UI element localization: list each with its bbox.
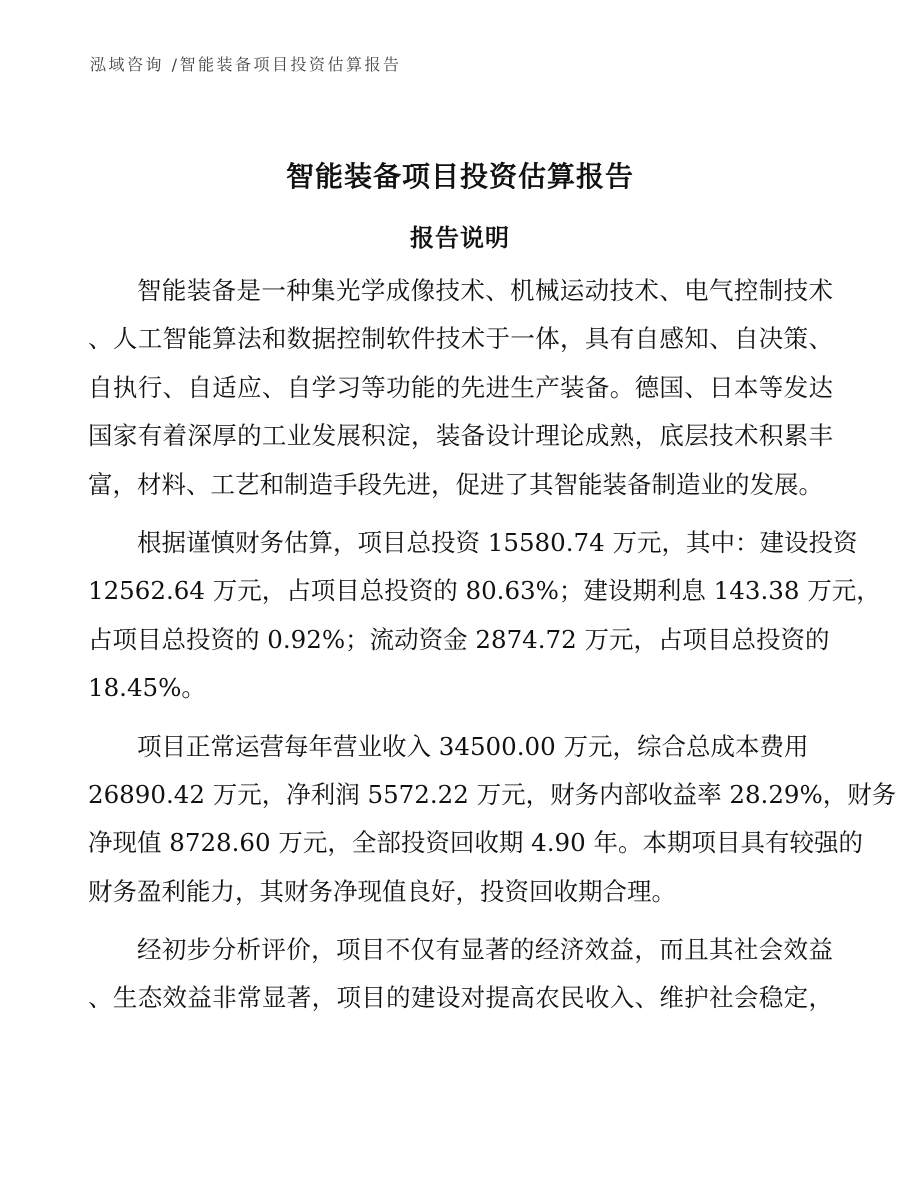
paragraph-spacer xyxy=(88,916,833,926)
text-line: 、人工智能算法和数据控制软件技术于一体，具有自感知、自决策、 xyxy=(88,324,833,354)
text-line: 国家有着深厚的工业发展积淀，装备设计理论成熟，底层技术积累丰 xyxy=(88,421,833,451)
paragraph-intro xyxy=(88,267,833,509)
paragraph-evaluation xyxy=(88,926,833,1023)
text-line: 净现值 8728.60 万元，全部投资回收期 4.90 年。本期项目具有较强的 xyxy=(88,828,864,858)
running-header: 泓域咨询 /智能装备项目投资估算报告 xyxy=(90,55,402,74)
paragraph-investment xyxy=(88,519,881,713)
text-line: 财务盈利能力，其财务净现值良好，投资回收期合理。 xyxy=(88,876,676,906)
text-line: 12562.64 万元，占项目总投资的 80.63%；建设期利息 143.38 万元， xyxy=(88,576,881,606)
text-line: 自执行、自适应、自学习等功能的先进生产装备。德国、日本等发达 xyxy=(88,372,833,402)
document-body xyxy=(88,267,897,1023)
text-line: 富，材料、工艺和制造手段先进，促进了其智能装备制造业的发展。 xyxy=(88,469,823,499)
text-line: 26890.42 万元，净利润 5572.22 万元，财务内部收益率 28.29%，财务 xyxy=(88,779,897,809)
text-line: 18.45%。 xyxy=(88,673,206,703)
text-line: 项目正常运营每年营业收入 34500.00 万元，综合总成本费用 xyxy=(137,731,809,761)
document-title: 智能装备项目投资估算报告 xyxy=(285,160,634,193)
text-line: 占项目总投资的 0.92%；流动资金 2874.72 万元，占项目总投资的 xyxy=(88,624,830,654)
section-heading: 报告说明 xyxy=(410,224,510,252)
paragraph-spacer xyxy=(88,713,833,723)
text-line: 经初步分析评价，项目不仅有显著的经济效益，而且其社会效益 xyxy=(137,935,833,965)
paragraph-financials xyxy=(88,723,897,917)
text-line: 、生态效益非常显著，项目的建设对提高农民收入、维护社会稳定， xyxy=(88,983,833,1013)
text-line: 智能装备是一种集光学成像技术、机械运动技术、电气控制技术 xyxy=(137,276,833,305)
text-line: 根据谨慎财务估算，项目总投资 15580.74 万元，其中：建设投资 xyxy=(137,527,858,557)
paragraph-spacer xyxy=(88,509,833,519)
